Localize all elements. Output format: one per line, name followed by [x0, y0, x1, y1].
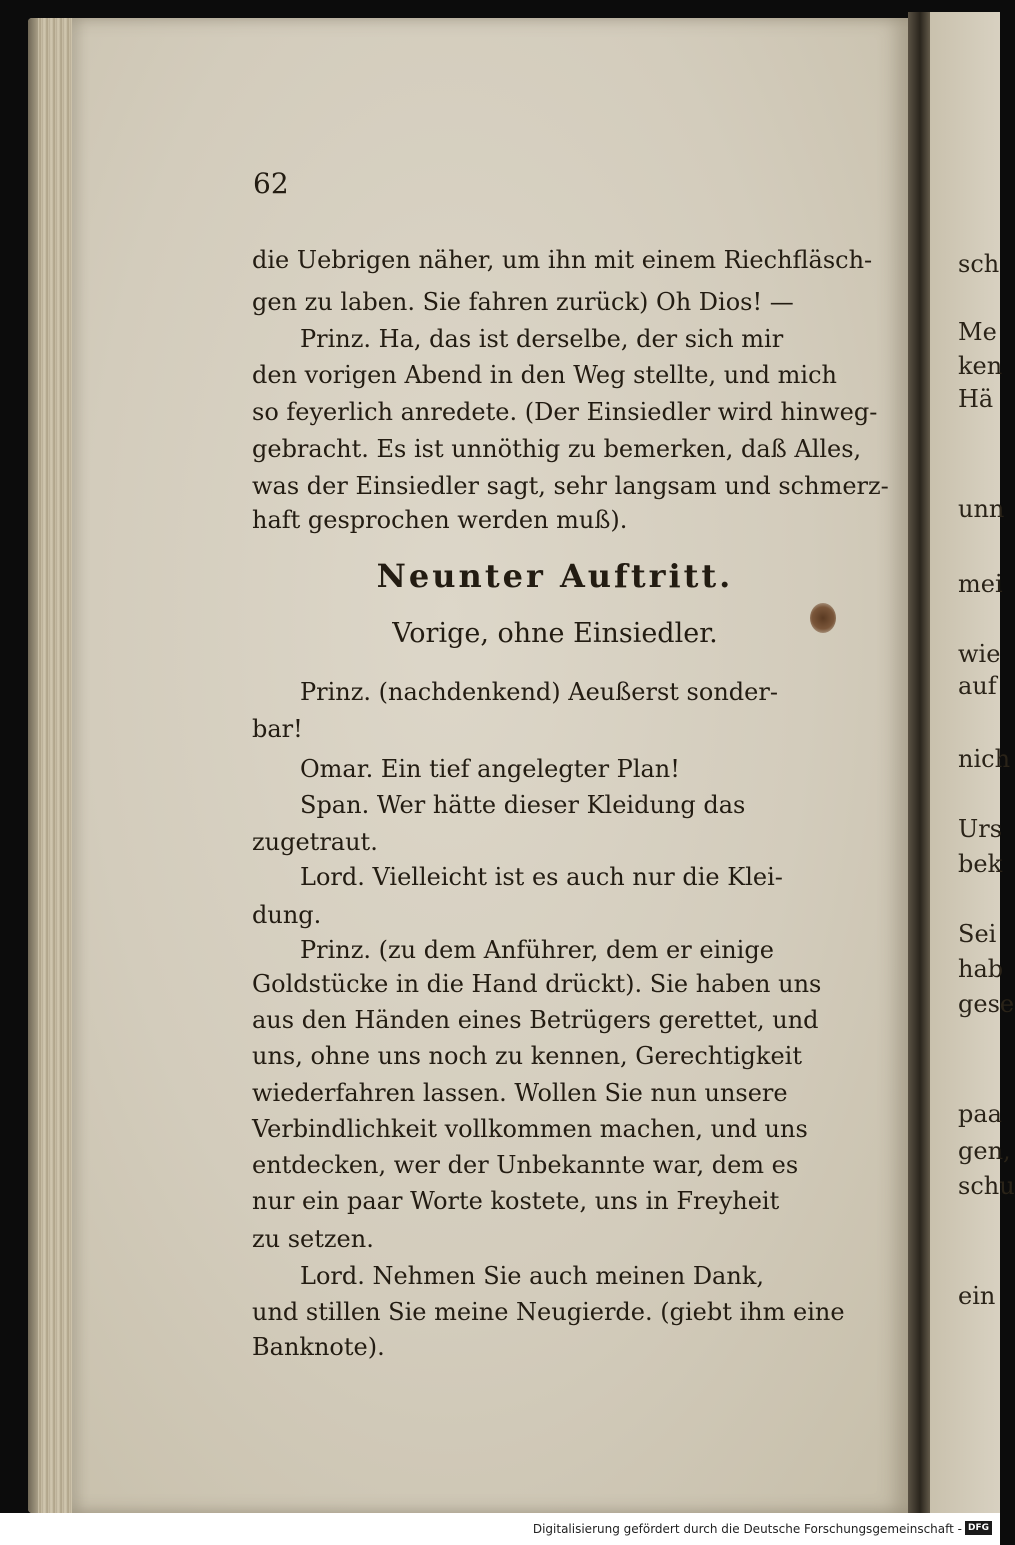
dialogue-line: Verbindlichkeit vollkommen machen, und uns: [252, 1115, 808, 1143]
dialogue-line: Omar. Ein tief angelegter Plan!: [300, 755, 680, 783]
adjacent-page-fragment: auf: [958, 672, 997, 700]
dialogue-line: aus den Händen eines Betrügers gerettet, und: [252, 1006, 819, 1034]
text-line: haft gesprochen werden muß).: [252, 506, 628, 534]
scene-subheading: Vorige, ohne Einsiedler.: [392, 618, 718, 649]
page-number: 62: [253, 167, 289, 200]
text-line: so feyerlich anredete. (Der Einsiedler wird hinweg-: [252, 398, 878, 426]
adjacent-page-fragment: sch: [958, 250, 1000, 278]
funding-credit: Digitalisierung gefördert durch die Deutsche Forschungsgemeinschaft -: [532, 1522, 962, 1536]
dialogue-line: Goldstücke in die Hand drückt). Sie haben uns: [252, 970, 822, 998]
dialogue-line: uns, ohne uns noch zu kennen, Gerechtigkeit: [252, 1042, 802, 1070]
text-line: die Uebrigen näher, um ihn mit einem Riechfläsch-: [252, 246, 873, 274]
adjacent-page-fragment: hab: [958, 955, 1004, 983]
dfg-logo: DFG: [965, 1521, 992, 1535]
text-line: gebracht. Es ist unnöthig zu bemerken, daß Alles,: [252, 435, 862, 463]
adjacent-page-fragment: bek: [958, 850, 1003, 878]
adjacent-page-fragment: wie: [958, 640, 1001, 668]
adjacent-page-fragment: mei: [958, 570, 1003, 598]
adjacent-page-fragment: gese: [958, 990, 1015, 1018]
text-line: gen zu laben. Sie fahren zurück) Oh Dios! —: [252, 288, 794, 316]
dialogue-line: Banknote).: [252, 1333, 385, 1361]
adjacent-page-fragment: gen,: [958, 1137, 1011, 1165]
dialogue-line: wiederfahren lassen. Wollen Sie nun unsere: [252, 1079, 788, 1107]
dialogue-line: dung.: [252, 901, 322, 929]
adjacent-page: [930, 12, 1015, 1515]
adjacent-page-fragment: Me: [958, 318, 997, 346]
ink-stain: [810, 603, 836, 633]
adjacent-page-fragment: paa: [958, 1100, 1002, 1128]
dialogue-line: Lord. Vielleicht ist es auch nur die Klei-: [300, 863, 783, 891]
text-line: Prinz. Ha, das ist derselbe, der sich mir: [300, 325, 784, 353]
adjacent-page-fragment: Sei: [958, 920, 997, 948]
dialogue-line: Span. Wer hätte dieser Kleidung das: [300, 791, 746, 819]
adjacent-page-fragment: nich: [958, 745, 1011, 773]
adjacent-page-fragment: Hä: [958, 385, 994, 413]
adjacent-page-fragment: unn: [958, 495, 1005, 523]
dialogue-line: Prinz. (zu dem Anführer, dem er einige: [300, 936, 774, 964]
dialogue-line: nur ein paar Worte kostete, uns in Freyheit: [252, 1187, 780, 1215]
dialogue-line: Lord. Nehmen Sie auch meinen Dank,: [300, 1262, 764, 1290]
adjacent-page-fragment: Urs: [958, 815, 1003, 843]
dialogue-line: zugetraut.: [252, 828, 378, 856]
dialogue-line: bar!: [252, 715, 303, 743]
adjacent-page-fragment: schu: [958, 1172, 1015, 1200]
text-line: den vorigen Abend in den Weg stellte, und mich: [252, 361, 837, 389]
dialogue-line: Prinz. (nachdenkend) Aeußerst sonder-: [300, 678, 778, 706]
text-line: was der Einsiedler sagt, sehr langsam und schmerz-: [252, 472, 889, 500]
footer-bar: [0, 1513, 1000, 1545]
dialogue-line: entdecken, wer der Unbekannte war, dem es: [252, 1151, 799, 1179]
dialogue-line: zu setzen.: [252, 1225, 374, 1253]
adjacent-page-fragment: ken: [958, 352, 1003, 380]
dialogue-line: und stillen Sie meine Neugierde. (giebt ihm eine: [252, 1298, 845, 1326]
book-gutter: [908, 12, 932, 1515]
scene-heading: Neunter Auftritt.: [376, 557, 734, 595]
adjacent-page-fragment: ein: [958, 1282, 996, 1310]
